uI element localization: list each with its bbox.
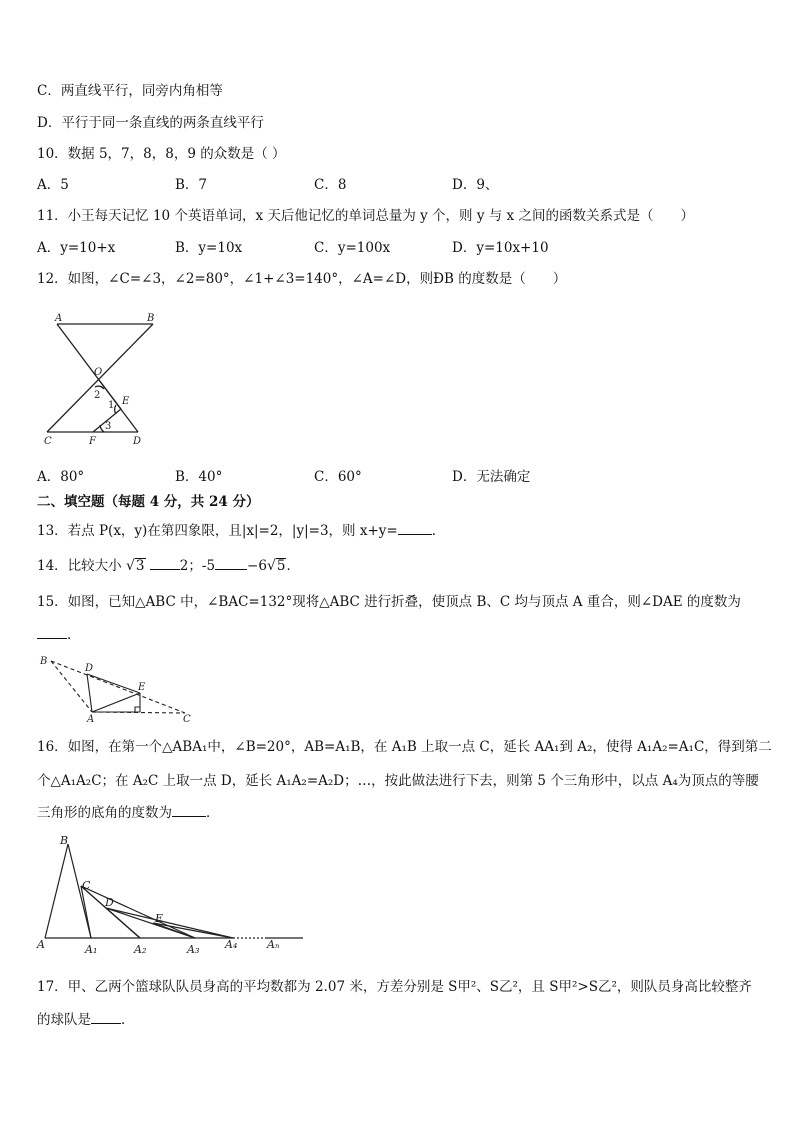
q16-line3-text: 三角形的底角的度数为 — [37, 805, 172, 821]
q16-label-a4: A₄ — [225, 938, 238, 951]
q15-label-d: D — [85, 663, 94, 674]
q10-option-c: C．8 — [314, 177, 347, 193]
q12-angle-3-arc — [100, 425, 104, 432]
q15-segment-ae — [92, 693, 140, 712]
q14-sqrt5: 5 — [276, 558, 286, 574]
q12-label-f: F — [89, 436, 96, 447]
q11-option-a: A．y=10+x — [37, 240, 116, 256]
q12-angle-2-arc — [95, 386, 104, 389]
q12-option-a: A．80° — [37, 469, 85, 485]
q16-label-e: E — [155, 912, 164, 925]
q16-segment-ab — [45, 844, 68, 938]
q10-option-b: B．7 — [175, 177, 208, 193]
q12-label-e: E — [122, 396, 130, 407]
q12-label-b: B — [147, 313, 155, 324]
q17-end: ． — [121, 1012, 135, 1028]
q16-label-a2: A₂ — [134, 943, 147, 956]
q15-segment-de — [87, 674, 140, 693]
q11-stem: 11．小王每天记忆 10 个英语单词，x 天后他记忆的单词总量为 y 个，则 y 与 x 之间的函数关系式是（ ） — [37, 208, 694, 224]
q15-label-e: E — [138, 682, 146, 693]
q13-end: ． — [431, 523, 446, 539]
q12-label-3: 3 — [105, 421, 112, 432]
q16-line3 — [37, 803, 220, 822]
q15-label-b: B — [40, 656, 48, 667]
q11-option-c: C．y=100x — [314, 240, 391, 256]
q14-sqrt-sign-2: √ — [266, 558, 276, 574]
q16-label-a1: A₁ — [85, 943, 98, 956]
q17-line2-text: 的球队是 — [37, 1012, 91, 1028]
q16-end: ． — [206, 805, 220, 821]
q16-figure — [35, 832, 310, 960]
q16-answer-blank[interactable] — [172, 803, 206, 817]
q14-mid: 2；-5 — [179, 558, 216, 574]
q16-label-c: C — [82, 879, 91, 892]
section-heading-fill-in: 二、填空题（每题 4 分，共 24 分） — [37, 494, 260, 510]
q9-option-d: D．平行于同一条直线的两条直线平行 — [37, 115, 264, 131]
q14-neg6: −6 — [247, 558, 267, 574]
q15-label-a: A — [87, 714, 95, 724]
q12-option-d: D．无法确定 — [452, 469, 531, 485]
q16-segment-ea4 — [153, 923, 233, 938]
q12-label-c: C — [44, 436, 52, 447]
q15-dashed-bc — [51, 661, 185, 713]
q15-line2 — [37, 625, 81, 644]
q12-stem: 12．如图，∠C=∠3，∠2=80°，∠1+∠3=140°，∠A=∠D，则ÐB 的度数是（ ） — [37, 271, 567, 287]
q12-option-c: C．60° — [314, 469, 362, 485]
q16-line2: 个△A₁A₂C；在 A₂C 上取一点 D，延长 A₁A₂=A₂D；…，按此做法进行下去，则第 5 个三角形中，以点 A₄为顶点的等腰 — [37, 773, 759, 789]
q14-answer-blank-2[interactable] — [215, 556, 247, 570]
q16-label-an: Aₙ — [267, 938, 280, 951]
q11-option-d: D．y=10x+10 — [452, 240, 549, 256]
q17-line2 — [37, 1010, 135, 1029]
q12-segment-ad — [57, 324, 138, 432]
q16-segment-a3e — [153, 923, 195, 938]
q10-stem: 10．数据 5，7，8，8，9 的众数是（ ） — [37, 146, 286, 162]
q14-sqrt-sign: √ — [125, 558, 135, 574]
q13-line — [37, 521, 445, 540]
q14-sqrt3: 3 — [135, 558, 145, 574]
q15-answer-blank[interactable] — [37, 625, 67, 639]
q13-answer-blank[interactable] — [398, 521, 432, 535]
q14-prefix: 14．比较大小 — [37, 558, 122, 574]
q15-figure — [35, 652, 200, 724]
q16-label-a3: A₃ — [187, 943, 200, 956]
q15-label-c: C — [183, 714, 191, 724]
q16-segment-d-a4 — [106, 908, 233, 938]
q16-segment-c-a3 — [81, 886, 195, 938]
q11-option-b: B．y=10x — [175, 240, 243, 256]
q10-option-a: A．5 — [37, 177, 69, 193]
q16-line1: 16．如图，在第一个△ABA₁中，∠B=20°，AB=A₁B，在 A₁B 上取一点 C，延长 AA₁到 A₂，使得 A₁A₂=A₁C，得到第二 — [37, 739, 772, 755]
q17-answer-blank[interactable] — [91, 1010, 121, 1024]
q15-right-angle-mark — [135, 707, 140, 712]
q12-label-2: 2 — [94, 390, 101, 401]
q14-line — [37, 556, 300, 575]
q17-line1: 17．甲、乙两个篮球队队员身高的平均数都为 2.07 米，方差分别是 S甲²、S乙²，且 S甲²>S乙²，则队员身高比较整齐 — [37, 979, 752, 995]
q14-end: ． — [286, 558, 300, 574]
q10-option-d: D．9、 — [452, 177, 499, 193]
q12-label-d: D — [133, 436, 142, 447]
q16-label-b: B — [60, 834, 69, 847]
q12-label-o: O — [94, 367, 103, 378]
q16-label-a: A — [37, 938, 45, 951]
q16-label-d: D — [105, 896, 114, 909]
q12-angle-1-arc — [115, 405, 116, 414]
q12-label-1: 1 — [108, 400, 115, 411]
q12-label-a: A — [55, 313, 63, 324]
q12-segment-bc — [47, 324, 153, 432]
q12-figure — [35, 310, 165, 450]
q12-option-b: B．40° — [175, 469, 223, 485]
q15-line1: 15．如图，已知△ABC 中，∠BAC=132°现将△ABC 进行折叠，使顶点 B、C 均与顶点 A 重合，则∠DAE 的度数为 — [37, 594, 741, 610]
q9-option-c: C．两直线平行，同旁内角相等 — [37, 83, 223, 99]
q14-answer-blank-1[interactable] — [150, 556, 180, 570]
q13-stem: 13．若点 P(x，y)在第四象限，且|x|=2，|y|=3，则 x+y= — [37, 523, 398, 539]
q15-end: ． — [67, 627, 81, 643]
